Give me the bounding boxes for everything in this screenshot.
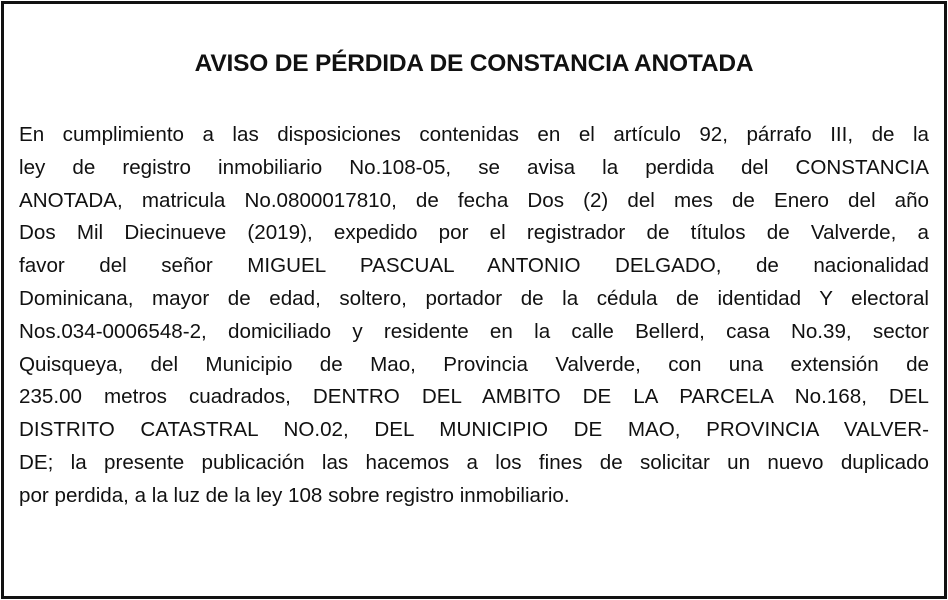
notice-body-line: ANOTADA, matricula No.0800017810, de fecha Dos (2) del mes de Enero del año: [19, 188, 929, 212]
notice-body-line: DISTRITO CATASTRAL NO.02, DEL MUNICIPIO DE MAO, PROVINCIA VALVER-: [19, 418, 929, 442]
notice-body-line: favor del señor MIGUEL PASCUAL ANTONIO DELGADO, de nacionalidad: [19, 254, 929, 278]
notice-body-line: Dos Mil Diecinueve (2019), expedido por el registrador de títulos de Valverde, a: [19, 221, 929, 245]
notice-body-line: DE; la presente publicación las hacemos a los fines de solicitar un nuevo duplicado: [19, 450, 929, 474]
notice-body-line: Dominicana, mayor de edad, soltero, portador de la cédula de identidad Y electoral: [19, 286, 929, 310]
notice-title: AVISO DE PÉRDIDA DE CONSTANCIA ANOTADA: [194, 50, 754, 77]
notice-body-line: 235.00 metros cuadrados, DENTRO DEL AMBITO DE LA PARCELA No.168, DEL: [19, 385, 929, 409]
notice-body-line: Quisqueya, del Municipio de Mao, Provincia Valverde, con una extensión de: [19, 352, 929, 376]
notice-body-line: En cumplimiento a las disposiciones contenidas en el artículo 92, párrafo III, de la: [19, 123, 929, 146]
notice-body-line: Nos.034-0006548-2, domiciliado y residente en la calle Bellerd, casa No.39, sector: [19, 319, 929, 343]
notice-box: [1, 1, 947, 599]
notice-body: [19, 119, 929, 513]
notice-body-line: ley de registro inmobiliario No.108-05, se avisa la perdida del CONSTANCIA: [19, 155, 929, 179]
notice-body-line: por perdida, a la luz de la ley 108 sobre registro inmobiliario.: [19, 483, 570, 507]
